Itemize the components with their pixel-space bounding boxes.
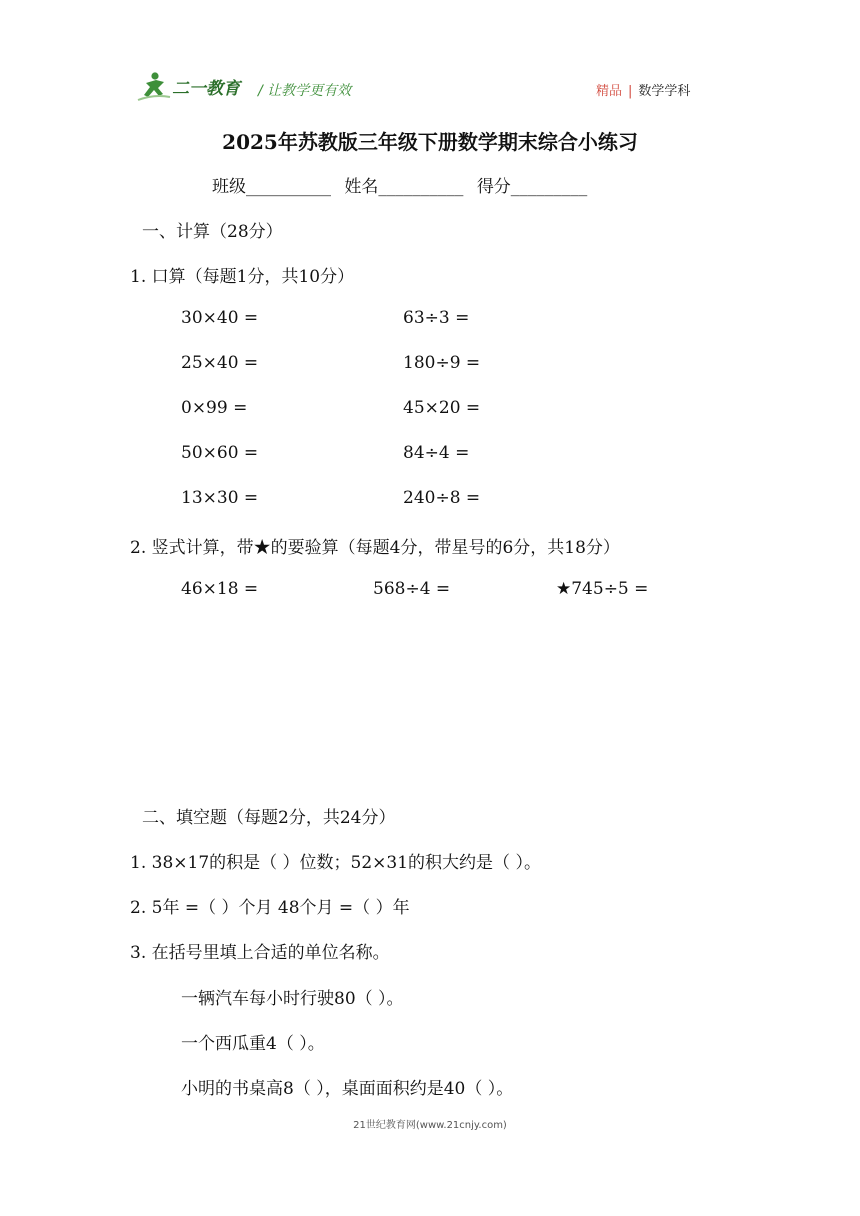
logo-text: 二一教育 [172, 79, 240, 99]
tag-subject: 数学学科 [638, 84, 691, 99]
mental-math-item: 13×30 = [181, 488, 259, 508]
fill-question-3-line: 一辆汽车每小时行驶80（ ）。 [181, 989, 404, 1009]
vertical-calc-item: ★745÷5 = [556, 579, 649, 599]
score-field: 得分_________ [476, 177, 588, 197]
vertical-calc-item: 568÷4 = [373, 579, 451, 599]
mental-math-item: 180÷9 = [403, 353, 481, 373]
fill-question-1: 1. 38×17的积是（ ）位数；52×31的积大约是（ ）。 [130, 853, 541, 873]
subject-tag [596, 80, 690, 99]
section1-heading: 一、计算（28分） [142, 222, 283, 242]
fill-question-3: 3. 在括号里填上合适的单位名称。 [130, 943, 390, 963]
mental-math-item: 25×40 = [181, 353, 259, 373]
page-title: 2025年苏教版三年级下册数学期末综合小练习 [222, 130, 638, 154]
mental-math-item: 63÷3 = [403, 308, 470, 328]
tag-premium: 精品 [596, 84, 623, 99]
footer-source: 21世纪教育网(www.21cnjy.com) [353, 1120, 507, 1131]
mental-math-item: 0×99 = [181, 398, 248, 418]
student-info-line [212, 172, 595, 197]
q1-label: 1. 口算（每题1分，共10分） [130, 267, 355, 287]
mental-math-item: 240÷8 = [403, 488, 481, 508]
runner-logo-icon [136, 70, 248, 104]
class-field: 班级__________ [212, 177, 331, 197]
mental-math-item: 45×20 = [403, 398, 481, 418]
fill-question-3-line: 一个西瓜重4（ ）。 [181, 1034, 325, 1054]
name-field: 姓名__________ [344, 177, 464, 197]
q2-label: 2. 竖式计算，带★的要验算（每题4分，带星号的6分，共18分） [130, 538, 620, 558]
mental-math-item: 50×60 = [181, 443, 259, 463]
mental-math-item: 30×40 = [181, 308, 259, 328]
section2-heading: 二、填空题（每题2分，共24分） [142, 808, 396, 828]
fill-question-3-line: 小明的书桌高8（ ），桌面面积约是40（ ）。 [181, 1079, 514, 1099]
fill-question-2: 2. 5年 =（ ）个月 48个月 =（ ）年 [130, 898, 410, 918]
vertical-calc-item: 46×18 = [181, 579, 259, 599]
tag-separator: | [628, 84, 633, 99]
mental-math-item: 84÷4 = [403, 443, 470, 463]
brand-logo [136, 70, 248, 104]
slogan: / 让教学更有效 [258, 83, 352, 99]
